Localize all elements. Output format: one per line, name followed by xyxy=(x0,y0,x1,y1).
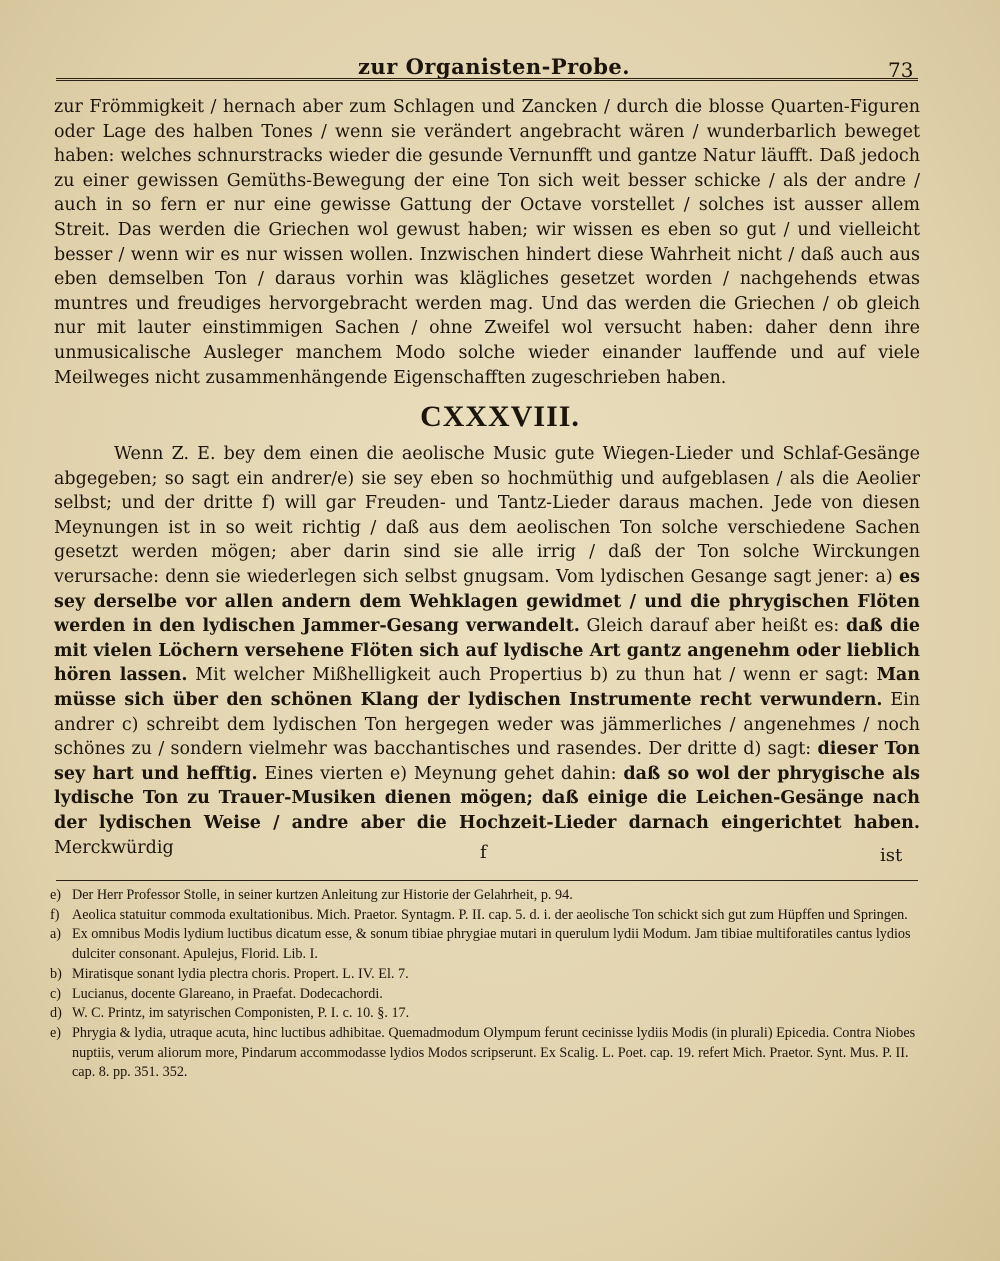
text-run: Wenn Z. E. bey dem einen die aeolische Music gute Wiegen-Lieder und Schlaf-Gesänge abgegeben; so sagt ein andrer/e) sie sey eben so hochmüthig und aufgeblasen / als die Aeolier selbst; und der dritte f) will gar Freuden- und Tantz-Lieder daraus machen. Jede von diesen Meynungen ist in so weit richtig / daß aus dem aeolischen Ton solche verschiedene Sachen gesetzt werden mögen; aber darin sind sie alle irrig / daß der Ton solche Wirckungen verursache: denn sie wiederlegen sich selbst gnugsam. Vom lydischen Gesange sagt jener: a) xyxy=(54,444,920,587)
quotation: daß die mit vielen Löchern versehene Flöten sich auf lydische Art gantz angenehm oder lieblich hören lassen. xyxy=(54,616,921,686)
header-rule xyxy=(56,78,918,81)
footnote xyxy=(50,906,922,926)
footnote-text: Lucianus, docente Glareano, in Praefat. Dodecachordi. xyxy=(72,985,383,1002)
text-run: Mit welcher Mißhelligkeit auch Propertius b) zu thun hat / wenn er sagt: xyxy=(187,665,877,686)
footnote-text: Ex omnibus Modis lydium luctibus dicatum esse, & sonum tibiae phrygiae mutari in querulum lydii Modum. Jam tibiae multiforatiles cantus lydios dulciter consonant. Apulejus, Florid. Lib. I. xyxy=(72,926,911,963)
footnote-text: Aeolica statuitur commoda exultationibus. Mich. Praetor. Syntagm. P. II. cap. 5. d. i. der aeolische Ton schickt sich gut zum Hüpffen und Springen. xyxy=(72,906,908,923)
footnote xyxy=(50,886,922,906)
quotation: dieser Ton sey hart und hefftig. xyxy=(54,739,920,784)
footnote xyxy=(50,985,922,1005)
body-paragraph xyxy=(54,95,920,390)
text-run: Ein andrer c) schreibt dem lydischen Ton hergegen weder was jämmerliches / angenehmes / noch schönes zu / sondern vielmehr was bacchantisches und rasendes. Der dritte d) sagt: xyxy=(54,689,920,760)
footnote-mark: b) xyxy=(50,965,62,982)
text-run: Merckwürdig xyxy=(54,837,174,858)
footnote-mark: e) xyxy=(50,1024,62,1041)
section-paragraph-text xyxy=(54,442,920,860)
footnote-mark: e) xyxy=(50,887,62,903)
footnote xyxy=(50,925,922,964)
page-header xyxy=(0,40,1000,80)
catchword: ist xyxy=(880,845,903,866)
quotation: es sey derselbe vor allen andern dem Wehklagen gewidmet / und die phrygischen Flöten werden in den lydischen Jammer-Gesang verwandelt. xyxy=(54,566,920,637)
paragraph-text: zur Frömmigkeit / hernach aber zum Schlagen und Zancken / durch die blosse Quarten-Figuren oder Lage des halben Tones / wenn sie verändert angebracht wären / wunderbarlich beweget haben: welches schnurstracks wieder die gesunde Vernunfft und gantze Natur läufft. Daß jedoch zu einer gewissen Gemüths-Bewegung der eine Ton sich weit besser schicke / als der andre / auch in so fern er nur eine gewisse Gattung der Octave vorstellet / solches ist ausser allem Streit. Das werden die Griechen wol gewust haben; wir wissen es eben so gut / und vielleicht besser / wenn wir es nur wissen wollen. Inzwischen hindert diese Wahrheit nicht / daß auch aus eben demselben Ton / daraus vorhin was klägliches gesetzet worden / nachgehends etwas muntres und freudiges hervorgebracht werden mag. Und das werden die Griechen / ob gleich nur mit lauter einstimmigen Sachen / ohne Zweifel wol versucht haben: daher denn ihre unmusicalische Ausleger manchem Modo solche wieder einander lauffende und auf viele Meilweges nicht zusammenhängende Eigenschafften zugeschrieben haben. xyxy=(54,97,920,388)
footnote-text: Phrygia & lydia, utraque acuta, hinc luctibus adhibitae. Quemadmodum Olympum ferunt cecinisse lydiis Modis (in plurali) Epicedia. Contra Niobes nuptiis, verum aliorum more, Pindarum accommodasse lydios Modos scripserunt. Ex Scalig. L. Poet. cap. 19. refert Mich. Praetor. Synt. Mus. P. II. cap. 8. pp. 351. 352. xyxy=(72,1024,916,1081)
footnote xyxy=(50,965,922,985)
section-paragraph xyxy=(54,442,920,860)
footnote-mark: d) xyxy=(50,1005,62,1022)
footnote-mark: a) xyxy=(50,926,62,943)
footnotes xyxy=(50,886,922,1083)
text-run: Gleich darauf aber heißt es: xyxy=(579,616,846,637)
footnote xyxy=(50,1004,922,1024)
section-heading: CXXXVIII. xyxy=(420,400,580,433)
running-head: zur Organisten-Probe. xyxy=(358,54,631,79)
footnote-text: Miratisque sonant lydia plectra choris. Propert. L. IV. El. 7. xyxy=(72,965,409,982)
footnote-mark: c) xyxy=(50,985,62,1002)
quotation: Man müsse sich über den schönen Klang der lydischen Instrumente recht verwundern. xyxy=(54,665,920,710)
quotation: daß so wol der phrygische als lydische Ton zu Trauer-Musiken dienen mögen; daß einige die Leichen-Gesänge nach der lydischen Weise / andre aber die Hochzeit-Lieder darnach eingerichtet haben. xyxy=(54,763,920,833)
footnote xyxy=(50,1024,922,1083)
footnote-rule xyxy=(56,880,918,881)
signature-mark: f xyxy=(480,842,487,863)
text-run: Eines vierten e) Meynung gehet dahin: xyxy=(257,763,624,784)
footnote-text: W. C. Printz, im satyrischen Componisten, P. I. c. 10. §. 17. xyxy=(72,1005,410,1022)
footnote-text: Der Herr Professor Stolle, in seiner kurtzen Anleitung zur Historie der Gelahrheit, p. 94. xyxy=(72,887,573,903)
page-number: 73 xyxy=(888,58,914,82)
footnote-mark: f) xyxy=(50,906,60,923)
